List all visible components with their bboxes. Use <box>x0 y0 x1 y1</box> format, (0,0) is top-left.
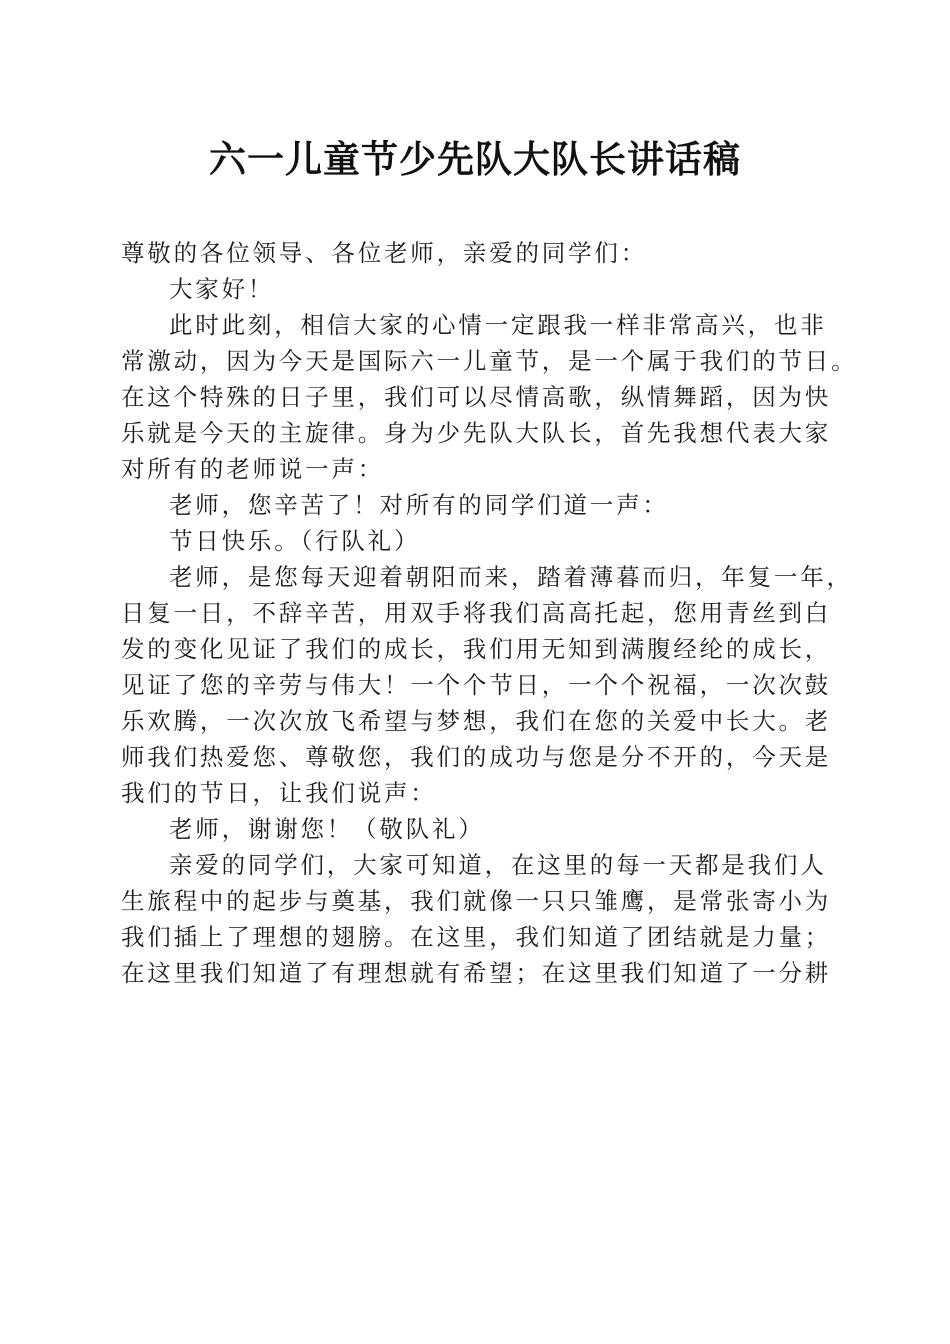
document-title: 六一儿童节少先队大队长讲话稿 <box>209 137 741 181</box>
paragraph-line: 发的变化见证了我们的成长，我们用无知到满腹经纶的成长， <box>121 635 832 663</box>
document-body <box>121 235 858 991</box>
paragraph-line: 对所有的老师说一声： <box>121 455 384 483</box>
paragraph-line: 老师，是您每天迎着朝阳而来，踏着薄暮而归，年复一年， <box>169 563 853 591</box>
greeting-line: 大家好！ <box>169 275 275 303</box>
paragraph-line: 师我们热爱您、尊敬您，我们的成功与您是分不开的，今天是 <box>121 743 832 771</box>
paragraph-line: 老师，谢谢您！（敬队礼） <box>169 815 485 843</box>
paragraph-line: 我们插上了理想的翅膀。在这里，我们知道了团结就是力量； <box>121 923 832 951</box>
paragraph-line: 亲爱的同学们，大家可知道，在这里的每一天都是我们人 <box>169 851 827 879</box>
paragraph-line: 乐就是今天的主旋律。身为少先队大队长，首先我想代表大家 <box>121 419 832 447</box>
paragraph-line: 生旅程中的起步与奠基，我们就像一只只雏鹰，是常张寄小为 <box>121 887 832 915</box>
paragraph-line: 在这里我们知道了有理想就有希望；在这里我们知道了一分耕 <box>121 959 832 987</box>
paragraph-line: 我们的节日，让我们说声： <box>121 779 437 807</box>
paragraph-line: 此时此刻，相信大家的心情一定跟我一样非常高兴，也非 <box>169 311 827 339</box>
paragraph-line: 节日快乐。（行队礼） <box>169 527 421 555</box>
paragraph-line: 日复一日，不辞辛苦，用双手将我们高高托起，您用青丝到白 <box>121 599 832 627</box>
paragraph-line: 老师，您辛苦了！对所有的同学们道一声： <box>169 491 669 519</box>
paragraph-line: 常激动，因为今天是国际六一儿童节，是一个属于我们的节日。 <box>121 347 858 375</box>
paragraph-line: 乐欢腾，一次次放飞希望与梦想，我们在您的关爱中长大。老 <box>121 707 832 735</box>
paragraph-line: 见证了您的辛劳与伟大！一个个节日，一个个祝福，一次次鼓 <box>121 671 832 699</box>
paragraph-line: 在这个特殊的日子里，我们可以尽情高歌，纵情舞蹈，因为快 <box>121 383 832 411</box>
salutation-line: 尊敬的各位领导、各位老师，亲爱的同学们： <box>121 239 647 267</box>
